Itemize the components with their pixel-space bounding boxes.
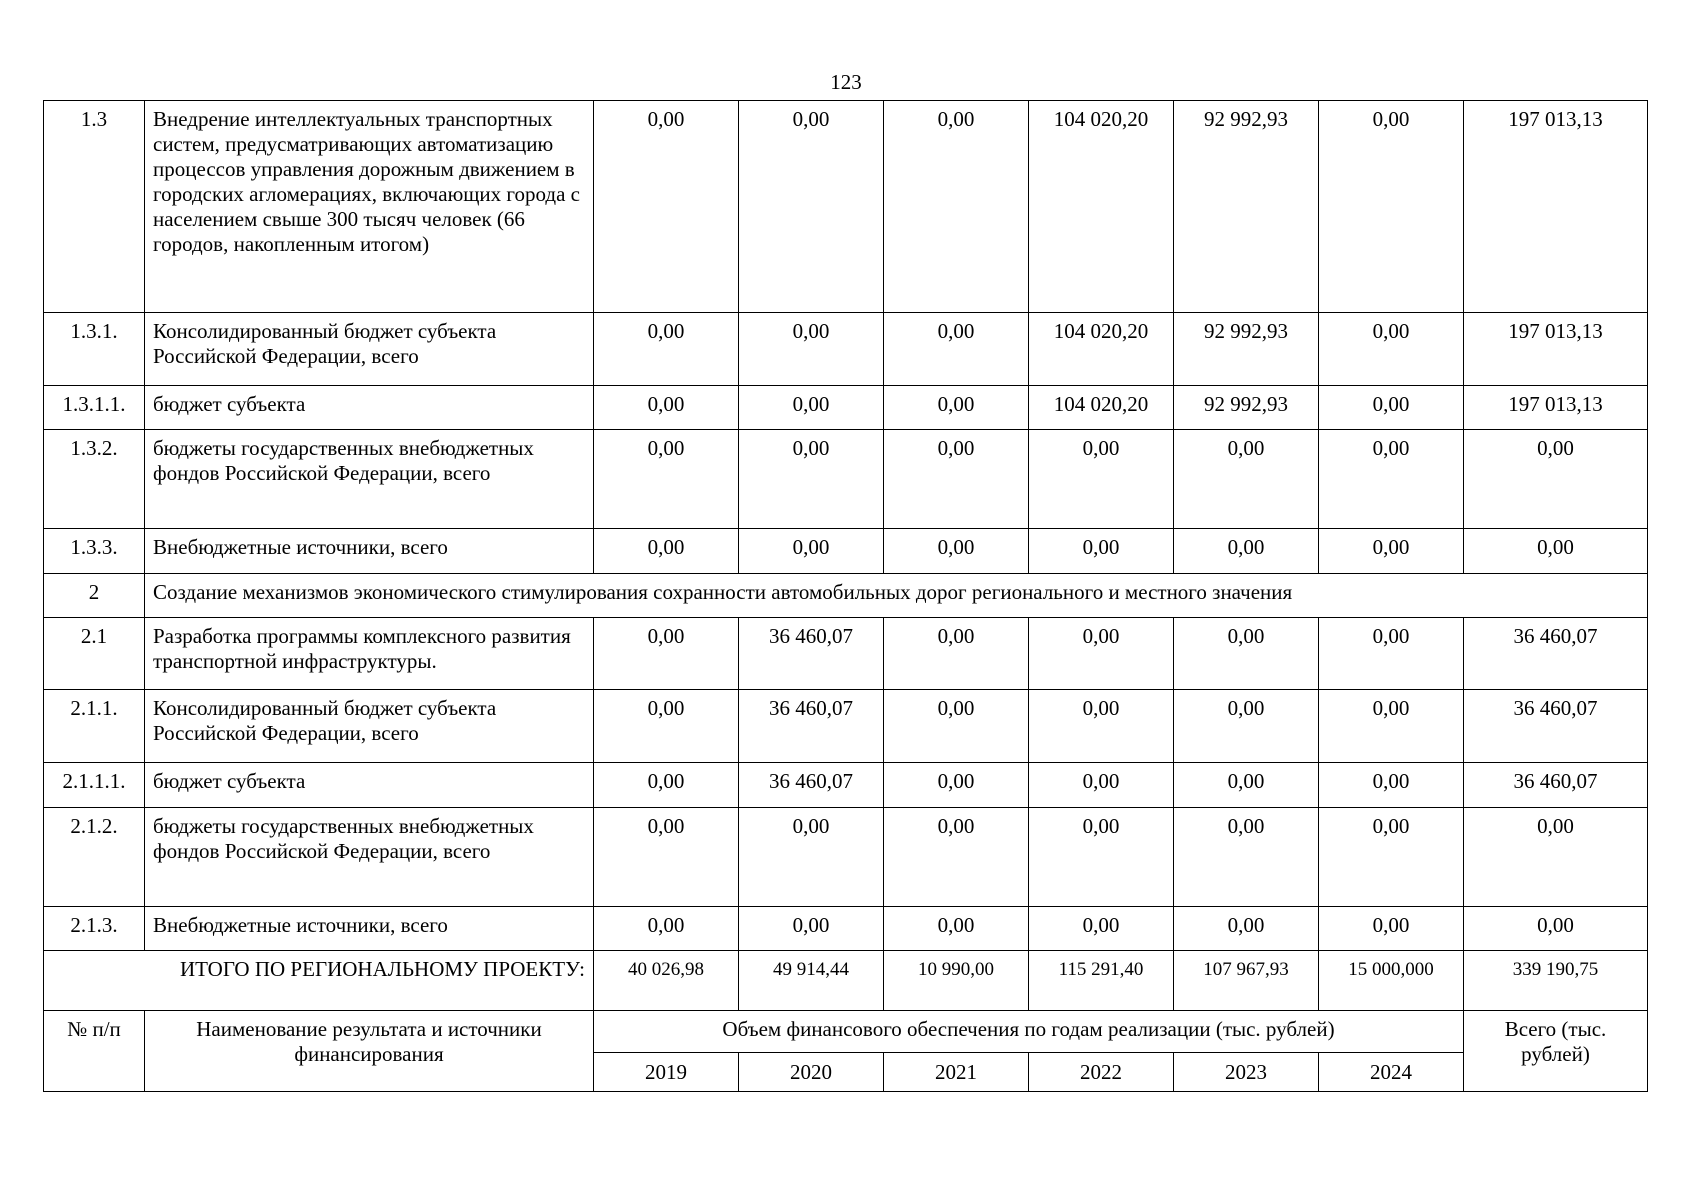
value-2020: 36 460,07 (739, 763, 884, 808)
total-2022: 115 291,40 (1029, 951, 1174, 1011)
row-number: 2.1.2. (44, 808, 145, 907)
value-2021: 0,00 (884, 907, 1029, 951)
value-total: 0,00 (1464, 808, 1648, 907)
value-2021: 0,00 (884, 763, 1029, 808)
row-name: Внебюджетные источники, всего (145, 529, 594, 574)
row-name: Консолидированный бюджет субъекта Российской Федерации, всего (145, 690, 594, 763)
value-2019: 0,00 (594, 763, 739, 808)
value-2024: 0,00 (1319, 907, 1464, 951)
table-row (44, 313, 1648, 386)
value-2020: 0,00 (739, 101, 884, 313)
row-name: бюджет субъекта (145, 763, 594, 808)
value-total: 0,00 (1464, 430, 1648, 529)
value-2023: 92 992,93 (1174, 101, 1319, 313)
value-total: 197 013,13 (1464, 101, 1648, 313)
header-year: 2023 (1174, 1053, 1319, 1092)
value-2020: 36 460,07 (739, 690, 884, 763)
section-number: 2 (44, 574, 145, 618)
value-2022: 0,00 (1029, 529, 1174, 574)
value-2023: 0,00 (1174, 618, 1319, 690)
row-name: бюджет субъекта (145, 386, 594, 430)
value-2021: 0,00 (884, 529, 1029, 574)
total-all: 339 190,75 (1464, 951, 1648, 1011)
row-number: 1.3.1.1. (44, 386, 145, 430)
row-name: Разработка программы комплексного развития транспортной инфраструктуры. (145, 618, 594, 690)
value-2021: 0,00 (884, 690, 1029, 763)
total-2024: 15 000,000 (1319, 951, 1464, 1011)
row-name: бюджеты государственных внебюджетных фондов Российской Федерации, всего (145, 430, 594, 529)
financing-table (43, 100, 1648, 1092)
header-year: 2021 (884, 1053, 1029, 1092)
value-total: 197 013,13 (1464, 386, 1648, 430)
header-year: 2020 (739, 1053, 884, 1092)
table-row (44, 386, 1648, 430)
value-2022: 0,00 (1029, 907, 1174, 951)
value-2024: 0,00 (1319, 763, 1464, 808)
value-2019: 0,00 (594, 808, 739, 907)
value-total: 0,00 (1464, 907, 1648, 951)
value-total: 197 013,13 (1464, 313, 1648, 386)
total-2023: 107 967,93 (1174, 951, 1319, 1011)
table-row (44, 618, 1648, 690)
value-2019: 0,00 (594, 690, 739, 763)
header-name: Наименование результата и источники финансирования (145, 1011, 594, 1092)
value-2023: 0,00 (1174, 763, 1319, 808)
total-2021: 10 990,00 (884, 951, 1029, 1011)
table-row (44, 690, 1648, 763)
value-2020: 0,00 (739, 430, 884, 529)
table-row (44, 763, 1648, 808)
row-name: Консолидированный бюджет субъекта Российской Федерации, всего (145, 313, 594, 386)
value-2020: 0,00 (739, 386, 884, 430)
value-2024: 0,00 (1319, 690, 1464, 763)
value-2024: 0,00 (1319, 101, 1464, 313)
value-total: 36 460,07 (1464, 690, 1648, 763)
header-number: № п/п (44, 1011, 145, 1092)
value-2022: 0,00 (1029, 430, 1174, 529)
total-2020: 49 914,44 (739, 951, 884, 1011)
section-row (44, 574, 1648, 618)
value-2024: 0,00 (1319, 808, 1464, 907)
value-2019: 0,00 (594, 386, 739, 430)
value-2024: 0,00 (1319, 386, 1464, 430)
table-row (44, 907, 1648, 951)
row-number: 2.1.1. (44, 690, 145, 763)
header-row (44, 1011, 1648, 1053)
table-row (44, 101, 1648, 313)
value-2020: 0,00 (739, 313, 884, 386)
value-2021: 0,00 (884, 430, 1029, 529)
totals-label: ИТОГО ПО РЕГИОНАЛЬНОМУ ПРОЕКТУ: (44, 951, 594, 1011)
header-year: 2024 (1319, 1053, 1464, 1092)
value-2019: 0,00 (594, 313, 739, 386)
value-2022: 104 020,20 (1029, 313, 1174, 386)
value-2019: 0,00 (594, 529, 739, 574)
value-2022: 104 020,20 (1029, 386, 1174, 430)
value-total: 0,00 (1464, 529, 1648, 574)
value-2024: 0,00 (1319, 529, 1464, 574)
value-2021: 0,00 (884, 386, 1029, 430)
value-2019: 0,00 (594, 430, 739, 529)
header-year: 2019 (594, 1053, 739, 1092)
value-2019: 0,00 (594, 907, 739, 951)
row-number: 1.3.1. (44, 313, 145, 386)
page-number: 123 (830, 70, 862, 94)
value-2024: 0,00 (1319, 313, 1464, 386)
value-2023: 0,00 (1174, 690, 1319, 763)
value-2023: 0,00 (1174, 808, 1319, 907)
value-total: 36 460,07 (1464, 763, 1648, 808)
row-name: Внедрение интеллектуальных транспортных систем, предусматривающих автоматизацию процессов управления дорожным движением в городских агломерациях, включающих города с населением свыше 300 тысяч человек (66 городов, накопленным итогом) (145, 101, 594, 313)
table-row (44, 529, 1648, 574)
value-2019: 0,00 (594, 101, 739, 313)
row-number: 1.3.3. (44, 529, 145, 574)
value-2020: 0,00 (739, 808, 884, 907)
value-2021: 0,00 (884, 101, 1029, 313)
value-2022: 0,00 (1029, 618, 1174, 690)
value-2023: 0,00 (1174, 907, 1319, 951)
value-2023: 0,00 (1174, 430, 1319, 529)
value-2020: 0,00 (739, 907, 884, 951)
value-2024: 0,00 (1319, 618, 1464, 690)
value-2022: 0,00 (1029, 808, 1174, 907)
header-volume: Объем финансового обеспечения по годам реализации (тыс. рублей) (594, 1011, 1464, 1053)
row-name: Внебюджетные источники, всего (145, 907, 594, 951)
value-2021: 0,00 (884, 808, 1029, 907)
value-2023: 0,00 (1174, 529, 1319, 574)
total-2019: 40 026,98 (594, 951, 739, 1011)
value-2020: 36 460,07 (739, 618, 884, 690)
value-2019: 0,00 (594, 618, 739, 690)
table-row (44, 430, 1648, 529)
value-2024: 0,00 (1319, 430, 1464, 529)
value-2021: 0,00 (884, 313, 1029, 386)
value-total: 36 460,07 (1464, 618, 1648, 690)
value-2022: 104 020,20 (1029, 101, 1174, 313)
value-2023: 92 992,93 (1174, 313, 1319, 386)
value-2022: 0,00 (1029, 763, 1174, 808)
header-year: 2022 (1029, 1053, 1174, 1092)
table-row (44, 808, 1648, 907)
value-2022: 0,00 (1029, 690, 1174, 763)
row-number: 2.1 (44, 618, 145, 690)
row-number: 1.3 (44, 101, 145, 313)
row-number: 2.1.3. (44, 907, 145, 951)
totals-row (44, 951, 1648, 1011)
value-2020: 0,00 (739, 529, 884, 574)
value-2023: 92 992,93 (1174, 386, 1319, 430)
value-2021: 0,00 (884, 618, 1029, 690)
header-total: Всего (тыс. рублей) (1464, 1011, 1648, 1092)
row-number: 1.3.2. (44, 430, 145, 529)
row-number: 2.1.1.1. (44, 763, 145, 808)
section-title: Создание механизмов экономического стимулирования сохранности автомобильных дорог регионального и местного значения (145, 574, 1648, 618)
row-name: бюджеты государственных внебюджетных фондов Российской Федерации, всего (145, 808, 594, 907)
